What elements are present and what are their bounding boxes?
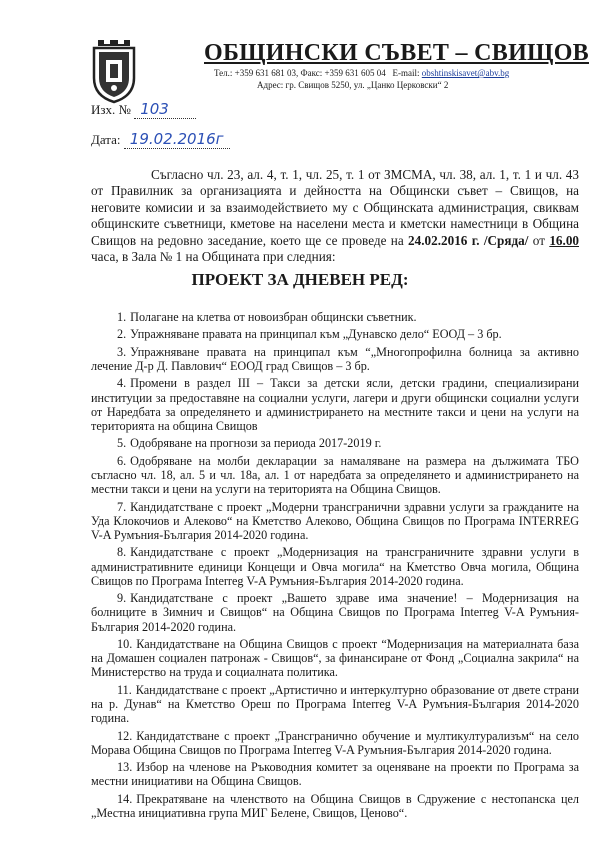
session-time: 16.00	[549, 232, 579, 248]
intro-paragraph	[91, 167, 579, 265]
email-link[interactable]: obshtinskisavet@abv.bg	[421, 68, 510, 78]
agenda-item: 10. Кандидатстване на Община Свищов с проект “Модернизация на материалната база на Домашен социален патронаж - Свищов“, за финансиране от Фонд „Социална закрила“ на Министерство на труда и социалната политика.	[91, 636, 579, 680]
agenda-item: 13. Избор на членове на Ръководния комитет за оценяване на проекти по Програма за местни инициативи на Община Свищов.	[91, 760, 579, 789]
org-title: ОБЩИНСКИ СЪВЕТ – СВИЩОВ	[204, 40, 589, 66]
email-label: E-mail:	[392, 68, 420, 78]
agenda-item: 14. Прекратяване на членството на Община Свищов в Сдружение с нестопанска цел „Местна инициативна група МИГ Белене, Свищов, Ценово“.	[91, 791, 579, 820]
agenda-item: 7. Кандидатстване с проект „Модерни трансгранични здравни услуги за гражданите на Уда Клокочиов и Алеково“ на Кметство Алеково, Община Свищов по Програма INTERREG V-A Румъния-България 2014-2020 година.	[91, 499, 579, 542]
registration-label: Изх. №	[91, 102, 131, 117]
date-handwritten: 19.02.2016г	[124, 130, 230, 149]
contact-line	[214, 67, 509, 80]
agenda-item: 4. Промени в раздел III – Такси за детски ясли, детски градини, специализирани институции за предоставяне на социални услуги, лагери и други общински социални услуги от Наредбата за определянето и администрирането на местните такси и цени на услуги на територията на община Свищов	[91, 376, 579, 433]
session-date: 24.02.2016 г. /Сряда/	[408, 232, 529, 248]
agenda-item: 8. Кандидатстване с проект „Модернизация на трансграничните здравни услуги в административните единици Концещи и Овча могила“ на Кметство Овча могила, Община Свищов по Програма Interreg V-A Румъния-България 2014-2020 година.	[91, 545, 579, 588]
agenda-item: 2. Упражняване правата на принципал към „Дунавско дело“ ЕООД – 3 бр.	[117, 327, 502, 342]
agenda-item: 1. Полагане на клетва от новоизбран общински съветник.	[117, 310, 417, 324]
municipal-crest-icon	[90, 38, 138, 104]
intro-text-3: часа, в Зала № 1 на Общината при следния:	[91, 249, 336, 265]
date-label: Дата:	[91, 132, 121, 147]
agenda-item: 6. Одобряване на молби декларации за намаляване на размера на дължимата ТБО съгласно чл. 18, ал. 5 и чл. 18а, ал. 1 от наредбата за определянето и администрирането на местни такси и цени на услуги на територията на Община Свищов.	[91, 453, 579, 497]
agenda-item: 11. Кандидатстване с проект „Артистично и интеркултурно образование от двете страни на р. Дунав“ на Кметство Ореш по Програма Interreg V-A Румъния-България 2014-2020 година.	[91, 682, 579, 726]
agenda-list	[91, 310, 579, 823]
agenda-item: 3. Упражняване правата на принципал към “„Многопрофилна болница за активно лечение Д-р Д. Павлович“ ЕООД град Свищов – 3 бр.	[91, 344, 579, 373]
agenda-title: ПРОЕКТ ЗА ДНЕВЕН РЕД:	[191, 270, 409, 289]
intro-text-2: от	[528, 232, 550, 248]
agenda-item: 5. Одобряване на прогнози за периода 2017-2019 г.	[117, 436, 382, 451]
registration-number-handwritten: 103	[134, 100, 196, 119]
agenda-item: 9. Кандидатстване с проект „Вашето здраве има значение! – Модернизация на болниците в Зимнич и Свищов“ на Община Свищов по Програма Interreg V-A Румъния-България 2014-2020 година.	[91, 591, 579, 634]
date-field	[91, 130, 230, 149]
intro-text-1: Съгласно чл. 23, ал. 4, т. 1, чл. 25, т. 1 от ЗМСМА, чл. 38, ал. 1, т. 1 и чл. 43 от Правилник за организацията и дейността на Общински съвет – Свищов, на неговите комисии и за взаимодействието му с Общинската администрация, свиквам общинските съветници, кметове на населени места и кметски наместници в Община Свищов на редовно заседание, което ще се проведе на	[91, 167, 579, 248]
registration-number-field	[91, 100, 196, 119]
phone-fax: Тел.: +359 631 681 03, Факс: +359 631 605 04	[214, 68, 386, 78]
address-line: Адрес: гр. Свищов 5250, ул. „Цанко Церковски“ 2	[257, 80, 449, 90]
agenda-item: 12. Кандидатстване с проект „Трансгранично обучение и мултикултурализъм“ на село Морава Община Свищов по Програма Interreg V-A Румъния-България 2014-2020 година.	[91, 728, 579, 757]
